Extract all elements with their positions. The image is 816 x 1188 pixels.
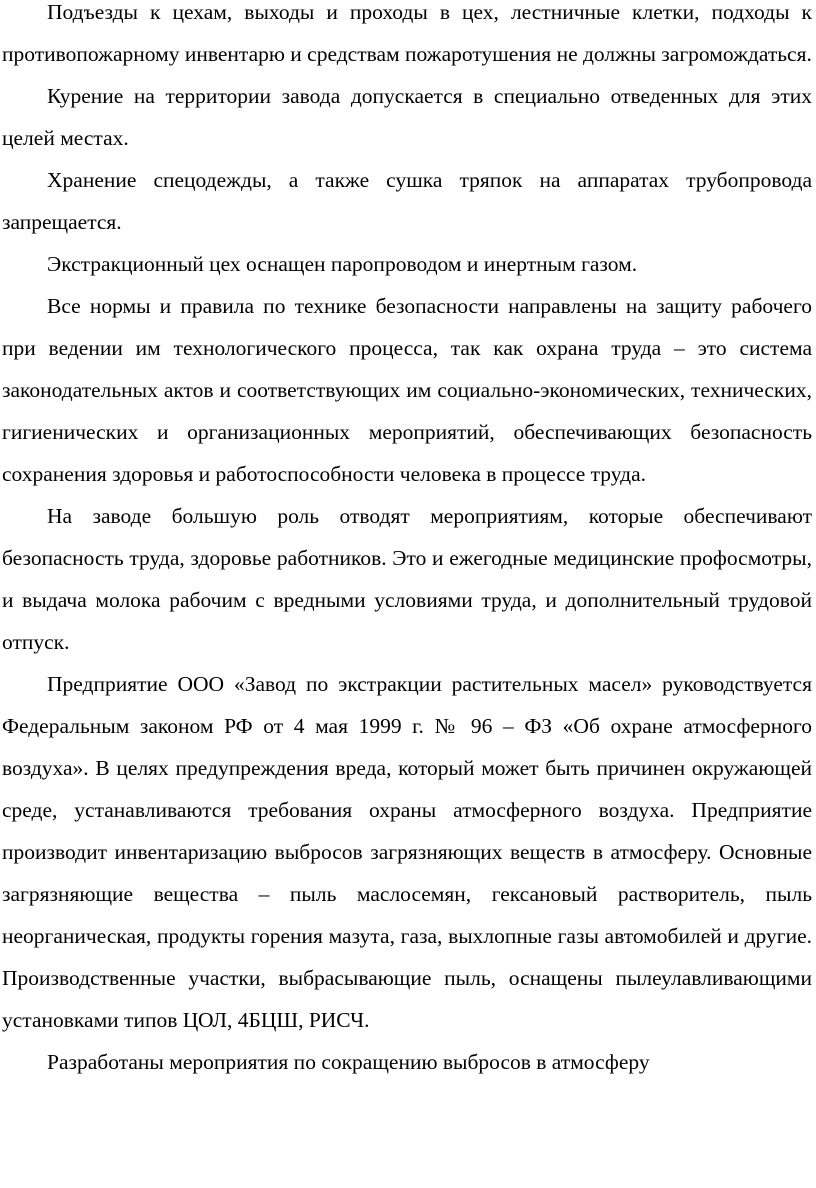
paragraph-smoking-rules: Курение на территории завода допускается в специально отведенных для этих целей местах. xyxy=(2,84,812,150)
paragraph-emission-measures: Разработаны мероприятия по сокращению выбросов в атмосферу xyxy=(47,1050,650,1074)
paragraph-safety-measures: На заводе большую роль отводят мероприятиям, которые обеспечивают безопасность труда, здоровье работников. Это и ежегодные медицинские профосмотры, и выдача молока рабочим с вредными условиями труда, и дополнительный трудовой отпуск. xyxy=(2,504,812,654)
paragraph-air-protection: Предприятие ООО «Завод по экстракции растительных масел» руководствуется Федеральным законом РФ от 4 мая 1999 г. № 96 – ФЗ «Об охране атмосферного воздуха». В целях предупреждения вреда, который может быть причинен окружающей среде, устанавливаются требования охраны атмосферного воздуха. Предприятие производит инвентаризацию выбросов загрязняющих веществ в атмосферу. Основные загрязняющие вещества – пыль маслосемян, гексановый растворитель, пыль неорганическая, продукты горения мазута, газа, выхлопные газы автомобилей и другие. Производственные участки, выбрасывающие пыль, оснащены пылеулавливающими установками типов ЦОЛ, 4БЦШ, РИСЧ. xyxy=(2,672,812,1032)
paragraph-safety-norms: Все нормы и правила по технике безопасности направлены на защиту рабочего при ведении им технологического процесса, так как охрана труда – это система законодательных актов и соответствующих им социально-экономических, технических, гигиенических и организационных мероприятий, обеспечивающих безопасность сохранения здоровья и работоспособности человека в процессе труда. xyxy=(2,294,812,486)
paragraph-extraction-shop: Экстракционный цех оснащен паропроводом и инертным газом. xyxy=(47,252,638,276)
paragraph-workwear-storage: Хранение спецодежды, а также сушка тряпок на аппаратах трубопровода запрещается. xyxy=(2,168,812,234)
paragraph-access-routes: Подъезды к цехам, выходы и проходы в цех, лестничные клетки, подходы к противопожарному инвентарю и средствам пожаротушения не должны загромождаться. xyxy=(2,0,812,66)
